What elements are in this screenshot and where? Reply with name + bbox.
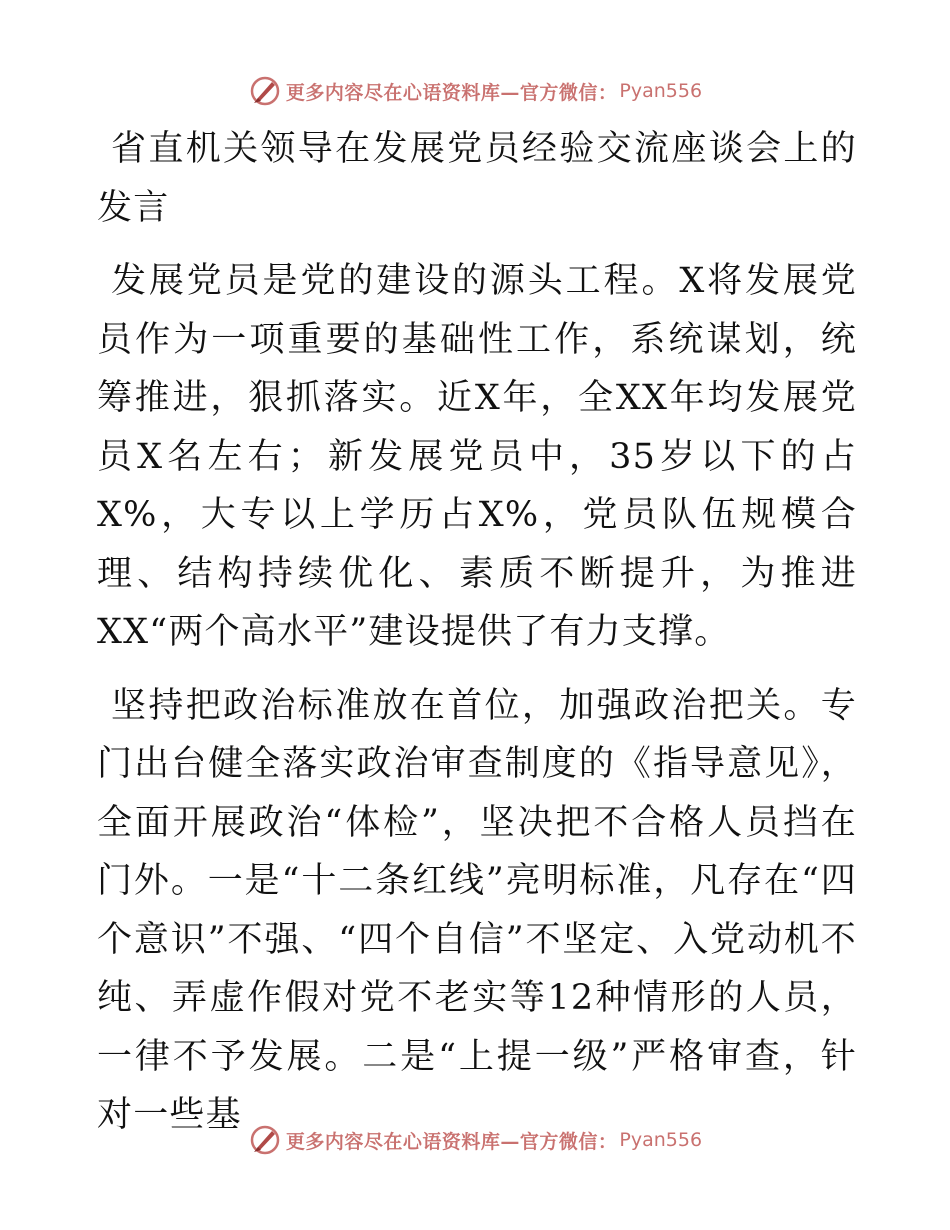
watermark-text: 更多内容尽在心语资料库—官方微信： (285, 1130, 618, 1153)
paragraph-1: 发展党员是党的建设的源头工程。X将发展党员作为一项重要的基础性工作，系统谋划，统筹推进，狠抓落实。近X年，全XX年均发展党员X名左右；新发展党员中，35岁以下的占X%，大专以上学历占X%，党员队伍规模合理、结构持续优化、素质不断提升，为推进XX“两个高水平”建设提供了有力支撑。 (97, 261, 857, 652)
paragraph-2: 坚持把政治标准放在首位，加强政治把关。专门出台健全落实政治审查制度的《指导意见》，全面开展政治“体检”，坚决把不合格人员挡在门外。一是“十二条红线”亮明标准，凡存在“四个意识”不强、“四个自信”不坚定、入党动机不纯、弄虚作假对党不老实等12种情形的人员，一律不予发展。二是“上提一级”严格审查，针对一些基 (97, 685, 857, 1135)
watermark-account: Pyan556 (619, 1129, 703, 1151)
document-title: 省直机关领导在发展党员经验交流座谈会上的发言 (97, 129, 857, 228)
document-body (97, 120, 857, 1145)
watermark-text: 更多内容尽在心语资料库—官方微信： (285, 81, 618, 104)
footer-watermark (0, 1120, 950, 1160)
header-watermark (0, 71, 950, 111)
quill-pen-logo-icon (248, 74, 282, 108)
watermark-account: Pyan556 (619, 80, 703, 102)
quill-pen-logo-icon (248, 1123, 282, 1157)
